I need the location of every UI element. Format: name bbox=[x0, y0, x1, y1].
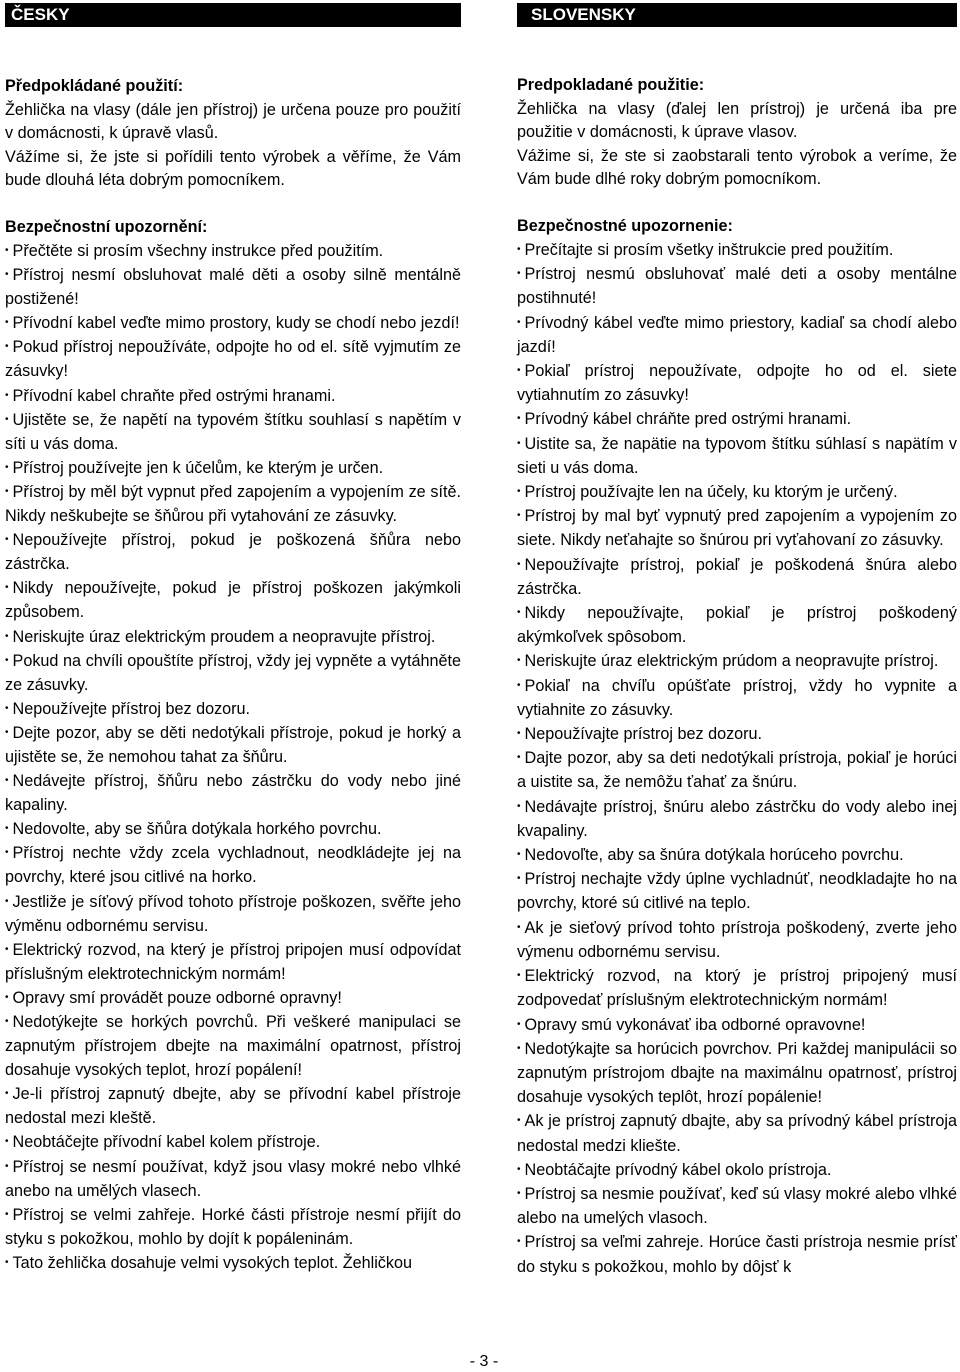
bullet-icon: • bbox=[517, 316, 521, 328]
safety-list-item bbox=[517, 311, 957, 359]
bullet-icon: • bbox=[5, 1256, 9, 1268]
safety-item-text: Přívodní kabel chraňte před ostrými hranami. bbox=[12, 386, 336, 405]
safety-item-text: Neriskujte úraz elektrickým proudem a neopravujte přístroj. bbox=[12, 627, 436, 646]
safety-item-text: Prívodný kábel veďte mimo priestory, kadiaľ sa chodí alebo jazdí! bbox=[517, 313, 957, 356]
safety-list-item bbox=[5, 1155, 461, 1203]
safety-item-text: Pokiaľ prístroj nepoužívate, odpojte ho od el. siete vytiahnutím zo zásuvky! bbox=[517, 362, 957, 405]
safety-list-item bbox=[5, 1251, 461, 1275]
bullet-icon: • bbox=[5, 775, 9, 787]
safety-list-item bbox=[517, 1182, 957, 1230]
bullet-icon: • bbox=[5, 1016, 9, 1027]
bullet-icon: • bbox=[517, 268, 521, 280]
bullet-icon: • bbox=[5, 534, 9, 546]
intended-use-section-czech bbox=[5, 75, 461, 193]
safety-item-text: Prístroj by mal byť vypnutý pred zapojením a vypojením zo siete. Nikdy neťahajte so šnúrou pri vyťahovaní zo zásuvky. bbox=[517, 507, 957, 550]
safety-list-item bbox=[5, 263, 461, 311]
safety-heading: Bezpečnostné upozornenie: bbox=[517, 216, 733, 235]
safety-list-item bbox=[5, 769, 461, 817]
safety-list-item bbox=[517, 1109, 957, 1157]
safety-list-item bbox=[517, 1230, 957, 1278]
bullet-icon: • bbox=[517, 437, 521, 449]
bullet-icon: • bbox=[5, 269, 9, 281]
page-number: - 3 - bbox=[469, 1353, 499, 1370]
safety-list-item bbox=[5, 1010, 461, 1082]
czech-column bbox=[5, 0, 461, 1275]
safety-item-text: Přívodní kabel veďte mimo prostory, kudy se chodí nebo jezdí! bbox=[12, 314, 460, 333]
safety-list-item bbox=[517, 601, 957, 649]
safety-item-text: Neobtáčajte prívodný kábel okolo prístroja. bbox=[524, 1160, 832, 1179]
safety-list-item bbox=[517, 553, 957, 601]
safety-list-item bbox=[5, 1203, 461, 1251]
safety-item-text: Přístroj se nesmí používat, když jsou vlasy mokré nebo vlhké anebo na umělých vlasech. bbox=[5, 1157, 461, 1200]
bullet-icon: • bbox=[5, 823, 9, 835]
bullet-icon: • bbox=[517, 970, 521, 982]
safety-list-item bbox=[517, 1013, 957, 1037]
safety-list-item bbox=[5, 1130, 461, 1154]
bullet-icon: • bbox=[5, 1136, 9, 1148]
safety-heading: Bezpečnostní upozornění: bbox=[5, 217, 208, 236]
bullet-icon: • bbox=[5, 1160, 9, 1172]
bullet-icon: • bbox=[517, 365, 521, 377]
bullet-icon: • bbox=[517, 1115, 521, 1127]
safety-item-text: Pokud přístroj nepoužíváte, odpojte ho od el. sítě vyjmutím ze zásuvky! bbox=[5, 338, 461, 381]
safety-item-text: Prečítajte si prosím všetky inštrukcie pred použitím. bbox=[524, 241, 894, 259]
safety-item-text: Prístroj nechajte vždy úplne vychladnúť, neodkladajte ho na povrchy, ktoré sú citlivé na teplo. bbox=[517, 870, 957, 913]
slovak-column bbox=[517, 0, 957, 1279]
safety-list-item bbox=[517, 262, 957, 310]
bullet-icon: • bbox=[5, 630, 9, 642]
safety-item-text: Opravy smí provádět pouze odborné opravny! bbox=[12, 988, 342, 1007]
safety-item-text: Je-li přístroj zapnutý dbejte, aby se přívodní kabel přístroje nedostal mezi kleště. bbox=[5, 1085, 461, 1128]
safety-list-item bbox=[517, 1037, 957, 1110]
safety-item-text: Přístroj nesmí obsluhovat malé děti a osoby silně mentálně postižené! bbox=[5, 266, 461, 309]
safety-list-item bbox=[5, 239, 461, 263]
intended-use-text: Žehlička na vlasy (ďalej len prístroj) je určená iba pre použitie v domácnosti, k úprave vlasov. bbox=[517, 99, 957, 141]
safety-item-text: Nepoužívejte přístroj, pokud je poškozená šňůra nebo zástrčka. bbox=[5, 531, 461, 574]
safety-list-item bbox=[517, 674, 957, 722]
safety-list-item bbox=[517, 407, 957, 431]
safety-item-text: Pokiaľ na chvíľu opúšťate prístroj, vždy ho vypnite a vytiahnite zo zásuvky. bbox=[517, 676, 957, 719]
bullet-icon: • bbox=[5, 943, 9, 955]
safety-item-text: Nedotýkajte sa horúcich povrchov. Pri každej manipulácii so zapnutým prístrojom dbajte na maximálnu opatrnosť, prístroj dosahuje vysokých teplôt, hrozí popálenie! bbox=[517, 1039, 957, 1107]
safety-item-text: Nedotýkejte se horkých povrchů. Při veškeré manipulaci se zapnutým přístrojem dbejte na maximální opatrnost, přístroj dosahuje vysokých teplot, hrozí popálení! bbox=[5, 1013, 461, 1080]
bullet-icon: • bbox=[517, 800, 521, 812]
safety-item-text: Neobtáčejte přívodní kabel kolem přístroje. bbox=[12, 1133, 321, 1152]
safety-item-text: Nedovoľte, aby sa šnúra dotýkala horúceho povrchu. bbox=[524, 846, 904, 865]
safety-list-item bbox=[5, 890, 461, 938]
safety-item-text: Prístroj používajte len na účely, ku ktorým je určený. bbox=[524, 483, 898, 502]
safety-item-text: Prístroj sa veľmi zahreje. Horúce časti prístroja nesmie prísť do styku s pokožkou, mohlo by dôjsť k bbox=[517, 1233, 957, 1276]
safety-item-text: Uistite sa, že napätie na typovom štítku súhlasí s napätím v sieti u vás doma. bbox=[517, 434, 957, 477]
safety-item-text: Prístroj sa nesmie používať, keď sú vlasy mokré alebo vlhké alebo na umelých vlasoch. bbox=[517, 1184, 957, 1228]
safety-item-text: Přístroj používejte jen k účelům, ke kterým je určen. bbox=[12, 458, 384, 477]
safety-list-item bbox=[5, 311, 461, 335]
safety-list-item bbox=[517, 504, 957, 552]
safety-item-text: Elektrický rozvod, na který je přístroj pripojen musí odpovídat příslušným elektrotechnickým normám! bbox=[5, 940, 461, 983]
safety-list-item bbox=[517, 916, 957, 964]
bullet-icon: • bbox=[5, 991, 9, 1003]
bullet-icon: • bbox=[5, 245, 9, 256]
safety-list-item bbox=[5, 649, 461, 697]
safety-list-item bbox=[5, 576, 461, 624]
bullet-icon: • bbox=[517, 655, 521, 667]
bullet-icon: • bbox=[5, 317, 9, 329]
safety-item-text: Opravy smú vykonávať iba odborné opravovne! bbox=[524, 1015, 866, 1034]
safety-list-czech bbox=[5, 239, 461, 1275]
bullet-icon: • bbox=[517, 1187, 521, 1199]
intended-use-heading: Předpokládané použití: bbox=[5, 77, 184, 95]
bullet-icon: • bbox=[5, 1088, 9, 1100]
bullet-icon: • bbox=[517, 1042, 521, 1054]
bullet-icon: • bbox=[517, 1236, 521, 1248]
safety-item-text: Přístroj by měl být vypnut před zapojením a vypojením ze sítě. Nikdy neškubejte se šňůrou při vytahování ze zásuvky. bbox=[5, 482, 461, 526]
safety-list-item bbox=[5, 480, 461, 528]
safety-item-text: Tato žehlička dosahuje velmi vysokých teplot. Žehličkou bbox=[12, 1253, 413, 1272]
bullet-icon: • bbox=[517, 728, 521, 740]
safety-item-text: Nedávajte prístroj, šnúru alebo zástrčku do vody alebo inej kvapaliny. bbox=[517, 797, 957, 840]
bullet-icon: • bbox=[5, 341, 9, 353]
bullet-icon: • bbox=[517, 486, 521, 498]
safety-list-item bbox=[517, 238, 957, 262]
bullet-icon: • bbox=[517, 558, 521, 570]
bullet-icon: • bbox=[5, 485, 9, 497]
safety-list-item bbox=[517, 964, 957, 1012]
bullet-icon: • bbox=[5, 1208, 9, 1220]
bullet-icon: • bbox=[5, 413, 9, 425]
safety-list-item bbox=[5, 335, 461, 383]
bullet-icon: • bbox=[517, 413, 521, 425]
bullet-icon: • bbox=[5, 847, 9, 859]
bullet-icon: • bbox=[517, 1018, 521, 1030]
bullet-icon: • bbox=[5, 895, 9, 907]
bullet-icon: • bbox=[5, 702, 9, 714]
safety-item-text: Jestliže je síťový přívod tohoto přístroje poškozen, svěřte jeho výměnu odbornému servisu. bbox=[5, 892, 461, 935]
safety-item-text: Nikdy nepoužívajte, pokiaľ je prístroj poškodený akýmkoľvek spôsobom. bbox=[517, 604, 957, 647]
language-header-czech: ČESKY bbox=[5, 3, 461, 27]
safety-item-text: Přístroj nechte vždy zcela vychladnout, neodkládejte jej na povrchy, které jsou citlivé na horko. bbox=[5, 844, 461, 887]
safety-item-text: Dejte pozor, aby se děti nedotýkali přístroje, pokud je horký a ujistěte se, že nemohou tahat za šňůru. bbox=[5, 723, 461, 766]
bullet-icon: • bbox=[517, 607, 521, 619]
safety-item-text: Nepoužívajte prístroj bez dozoru. bbox=[524, 725, 763, 744]
safety-list-item bbox=[5, 1082, 461, 1130]
safety-item-text: Nikdy nepoužívejte, pokud je přístroj poškozen jakýmkoli způsobem. bbox=[5, 579, 461, 622]
safety-list-item bbox=[517, 1158, 957, 1182]
safety-item-text: Nedovolte, aby se šňůra dotýkala horkého povrchu. bbox=[12, 820, 382, 839]
language-header-slovak: SLOVENSKY bbox=[517, 3, 957, 27]
safety-item-text: Elektrický rozvod, na ktorý je prístroj pripojený musí zodpovedať príslušným elektrotechnickým normám! bbox=[517, 967, 957, 1010]
safety-list-item bbox=[517, 843, 957, 867]
safety-list-item bbox=[517, 867, 957, 915]
safety-list-item bbox=[517, 746, 957, 794]
safety-list-item bbox=[517, 432, 957, 480]
safety-list-item bbox=[5, 817, 461, 841]
bullet-icon: • bbox=[517, 921, 521, 933]
bullet-icon: • bbox=[517, 244, 521, 255]
safety-list-item bbox=[5, 938, 461, 986]
bullet-icon: • bbox=[517, 849, 521, 861]
safety-item-text: Přečtěte si prosím všechny instrukce před použitím. bbox=[12, 242, 384, 260]
safety-item-text: Přístroj se velmi zahřeje. Horké části přístroje nesmí přijít do styku s pokožkou, mohlo by dojít k popáleninám. bbox=[5, 1205, 461, 1248]
bullet-icon: • bbox=[517, 510, 521, 522]
safety-item-text: Prívodný kábel chráňte pred ostrými hranami. bbox=[524, 410, 852, 429]
safety-list-item bbox=[517, 722, 957, 746]
safety-list-item bbox=[5, 408, 461, 456]
safety-list-item bbox=[517, 795, 957, 843]
intended-use-text: Vážime si, že ste si zaobstarali tento výrobok a veríme, že Vám bude dlhé roky dobrým pomocníkom. bbox=[517, 146, 957, 188]
safety-list-item bbox=[517, 359, 957, 407]
safety-item-text: Nepoužívejte přístroj bez dozoru. bbox=[12, 699, 251, 718]
safety-list-item bbox=[5, 528, 461, 576]
safety-item-text: Ak je prístroj zapnutý dbajte, aby sa prívodný kábel prístroja nedostal medzi kliešte. bbox=[517, 1112, 957, 1155]
safety-list-item bbox=[5, 697, 461, 721]
safety-list-item bbox=[5, 456, 461, 480]
safety-item-text: Dajte pozor, aby sa deti nedotýkali prístroja, pokiaľ je horúci a uistite sa, že nemôžu ťahať za šnúru. bbox=[517, 749, 957, 792]
bullet-icon: • bbox=[5, 726, 9, 738]
bullet-icon: • bbox=[517, 873, 521, 885]
intended-use-heading: Predpokladané použitie: bbox=[517, 76, 705, 94]
intended-use-section-slovak bbox=[517, 74, 957, 192]
safety-item-text: Pokud na chvíli opouštíte přístroj, vždy jej vypněte a vytáhněte ze zásuvky. bbox=[5, 651, 461, 694]
bullet-icon: • bbox=[5, 654, 9, 666]
intended-use-text: Vážíme si, že jste si pořídili tento výrobek a věříme, že Vám bude dlouhá léta dobrým pomocníkem. bbox=[5, 147, 461, 189]
safety-list-item bbox=[5, 986, 461, 1010]
bullet-icon: • bbox=[5, 582, 9, 594]
safety-item-text: Ak je sieťový prívod tohto prístroja poškodený, zverte jeho výmenu odbornému servisu. bbox=[517, 918, 957, 961]
safety-list-item bbox=[517, 649, 957, 673]
safety-item-text: Nepoužívajte prístroj, pokiaľ je poškodená šnúra alebo zástrčka. bbox=[517, 555, 957, 598]
safety-list-item bbox=[5, 625, 461, 649]
bullet-icon: • bbox=[517, 752, 521, 764]
bullet-icon: • bbox=[517, 1163, 521, 1175]
safety-item-text: Neriskujte úraz elektrickým prúdom a neopravujte prístroj. bbox=[524, 652, 939, 671]
safety-list-slovak bbox=[517, 238, 957, 1279]
safety-item-text: Ujistěte se, že napětí na typovém štítku souhlasí s napětím v síti u vás doma. bbox=[5, 410, 461, 453]
safety-list-item bbox=[5, 721, 461, 769]
safety-item-text: Prístroj nesmú obsluhovať malé deti a osoby mentálne postihnuté! bbox=[517, 265, 957, 308]
safety-list-item bbox=[5, 841, 461, 889]
bullet-icon: • bbox=[517, 679, 521, 691]
safety-item-text: Nedávejte přístroj, šňůru nebo zástrčku do vody nebo jiné kapaliny. bbox=[5, 772, 461, 815]
bullet-icon: • bbox=[5, 389, 9, 401]
safety-list-item bbox=[5, 384, 461, 408]
bullet-icon: • bbox=[5, 461, 9, 473]
intended-use-text: Žehlička na vlasy (dále jen přístroj) je určena pouze pro použití v domácnosti, k úpravě vlasů. bbox=[5, 100, 461, 142]
safety-list-item bbox=[517, 480, 957, 504]
